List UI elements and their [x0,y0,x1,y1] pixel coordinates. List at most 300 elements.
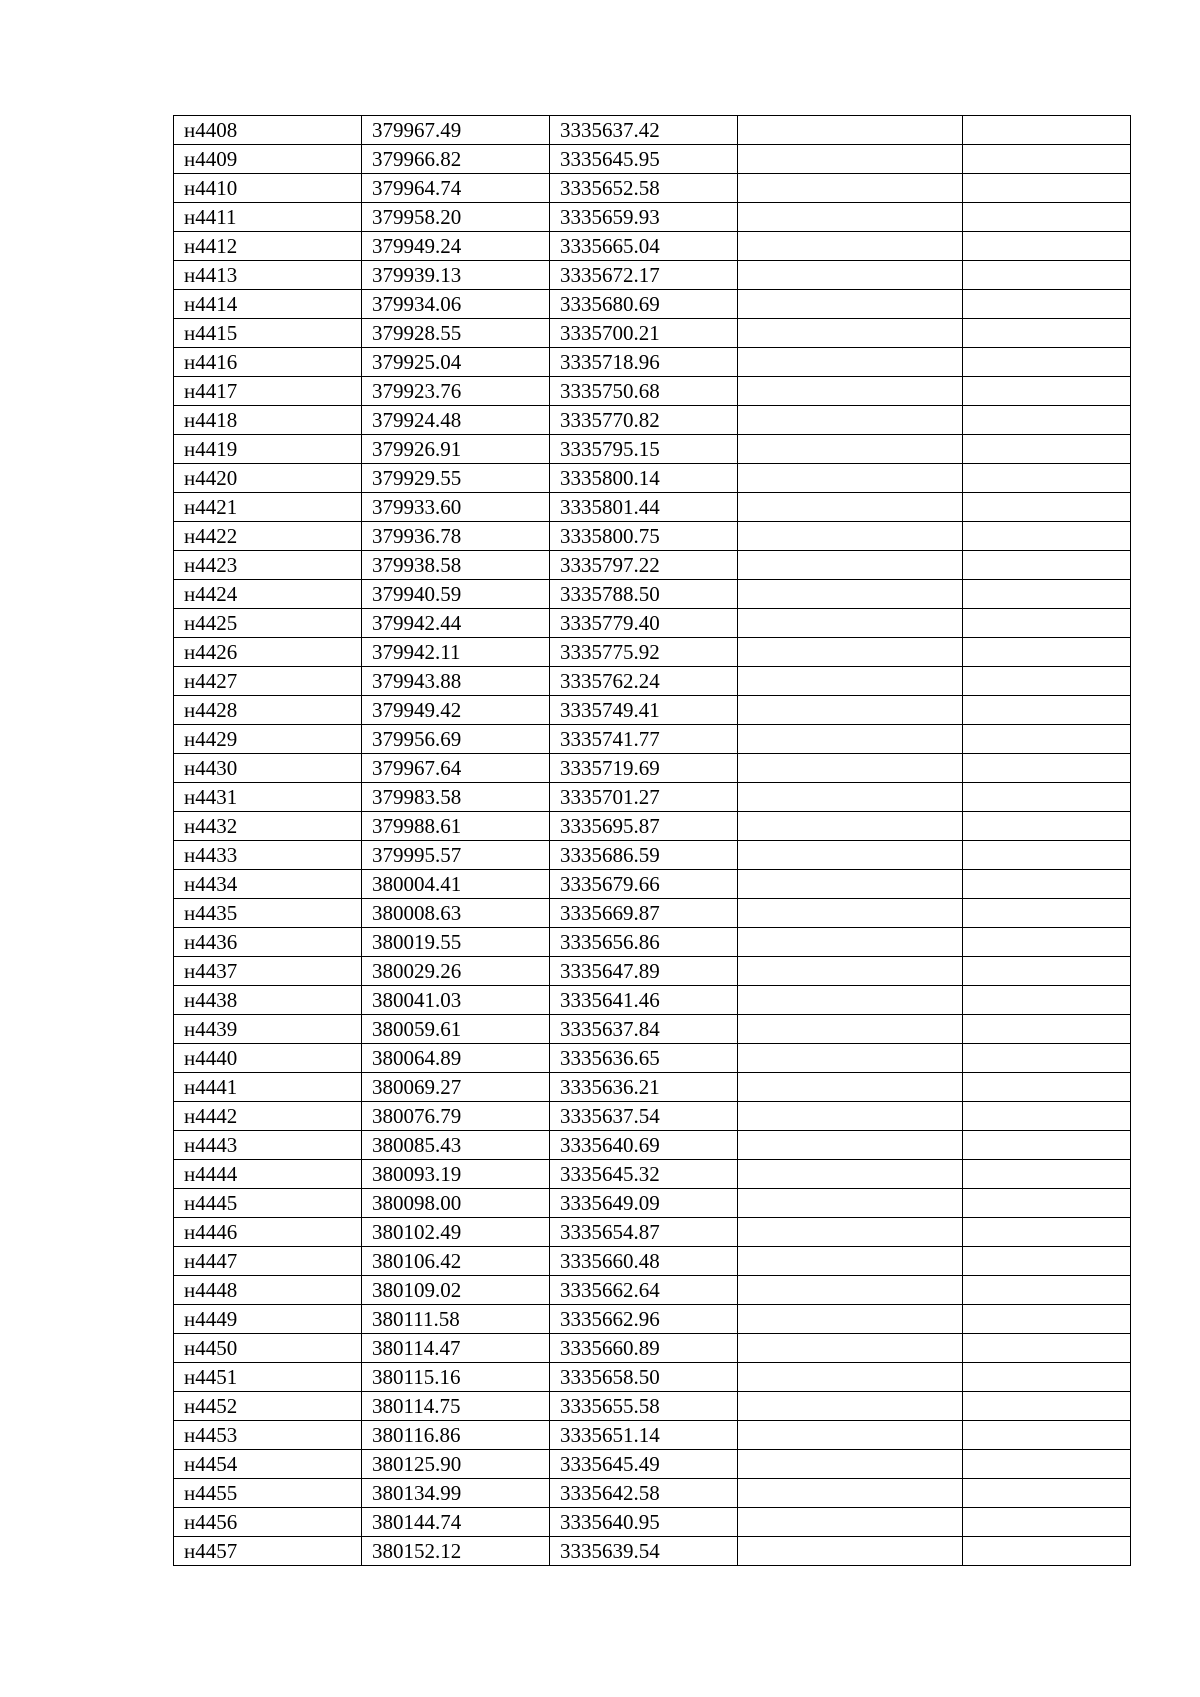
empty-cell [963,1508,1131,1537]
y-coordinate-cell: 3335651.14 [550,1421,738,1450]
y-coordinate-cell: 3335701.27 [550,783,738,812]
x-coordinate-cell: 379940.59 [362,580,550,609]
empty-cell [738,493,963,522]
empty-cell [738,1247,963,1276]
empty-cell [738,1537,963,1566]
empty-cell [738,348,963,377]
y-coordinate-cell: 3335640.69 [550,1131,738,1160]
empty-cell [963,1131,1131,1160]
table-row [174,1334,1131,1363]
empty-cell [963,696,1131,725]
empty-cell [738,1218,963,1247]
x-coordinate-cell: 380134.99 [362,1479,550,1508]
point-id-cell: н4432 [174,812,362,841]
empty-cell [963,841,1131,870]
x-coordinate-cell: 380064.89 [362,1044,550,1073]
table-row [174,1276,1131,1305]
table-row [174,522,1131,551]
empty-cell [738,812,963,841]
table-row [174,1160,1131,1189]
y-coordinate-cell: 3335695.87 [550,812,738,841]
table-row [174,609,1131,638]
empty-cell [963,319,1131,348]
y-coordinate-cell: 3335795.15 [550,435,738,464]
x-coordinate-cell: 379942.44 [362,609,550,638]
y-coordinate-cell: 3335770.82 [550,406,738,435]
table-row [174,493,1131,522]
point-id-cell: н4450 [174,1334,362,1363]
empty-cell [963,1392,1131,1421]
empty-cell [738,232,963,261]
table-row [174,667,1131,696]
point-id-cell: н4440 [174,1044,362,1073]
x-coordinate-cell: 380116.86 [362,1421,550,1450]
empty-cell [738,667,963,696]
x-coordinate-cell: 379967.49 [362,116,550,145]
empty-cell [738,580,963,609]
empty-cell [738,1305,963,1334]
x-coordinate-cell: 379949.24 [362,232,550,261]
x-coordinate-cell: 379939.13 [362,261,550,290]
y-coordinate-cell: 3335749.41 [550,696,738,725]
point-id-cell: н4435 [174,899,362,928]
point-id-cell: н4456 [174,1508,362,1537]
table-row [174,290,1131,319]
point-id-cell: н4455 [174,1479,362,1508]
table-row [174,551,1131,580]
point-id-cell: н4449 [174,1305,362,1334]
empty-cell [738,841,963,870]
empty-cell [738,551,963,580]
x-coordinate-cell: 380041.03 [362,986,550,1015]
empty-cell [738,1073,963,1102]
y-coordinate-cell: 3335645.49 [550,1450,738,1479]
empty-cell [963,1537,1131,1566]
empty-cell [963,464,1131,493]
x-coordinate-cell: 380076.79 [362,1102,550,1131]
x-coordinate-cell: 380004.41 [362,870,550,899]
table-row [174,1044,1131,1073]
point-id-cell: н4434 [174,870,362,899]
y-coordinate-cell: 3335679.66 [550,870,738,899]
empty-cell [963,1189,1131,1218]
point-id-cell: н4412 [174,232,362,261]
point-id-cell: н4419 [174,435,362,464]
point-id-cell: н4433 [174,841,362,870]
y-coordinate-cell: 3335652.58 [550,174,738,203]
x-coordinate-cell: 380152.12 [362,1537,550,1566]
empty-cell [963,1479,1131,1508]
x-coordinate-cell: 380144.74 [362,1508,550,1537]
x-coordinate-cell: 380102.49 [362,1218,550,1247]
x-coordinate-cell: 379943.88 [362,667,550,696]
empty-cell [963,551,1131,580]
empty-cell [963,145,1131,174]
y-coordinate-cell: 3335669.87 [550,899,738,928]
empty-cell [963,1276,1131,1305]
table-row [174,232,1131,261]
table-row [174,1508,1131,1537]
x-coordinate-cell: 379925.04 [362,348,550,377]
x-coordinate-cell: 380125.90 [362,1450,550,1479]
empty-cell [963,957,1131,986]
table-row [174,725,1131,754]
empty-cell [738,261,963,290]
table-row [174,899,1131,928]
x-coordinate-cell: 380029.26 [362,957,550,986]
table-row [174,638,1131,667]
empty-cell [963,1305,1131,1334]
empty-cell [738,1015,963,1044]
x-coordinate-cell: 380093.19 [362,1160,550,1189]
point-id-cell: н4446 [174,1218,362,1247]
empty-cell [963,1073,1131,1102]
empty-cell [963,203,1131,232]
point-id-cell: н4414 [174,290,362,319]
empty-cell [963,986,1131,1015]
x-coordinate-cell: 380085.43 [362,1131,550,1160]
x-coordinate-cell: 379923.76 [362,377,550,406]
empty-cell [738,1189,963,1218]
point-id-cell: н4441 [174,1073,362,1102]
empty-cell [963,667,1131,696]
empty-cell [963,348,1131,377]
point-id-cell: н4457 [174,1537,362,1566]
table-row [174,754,1131,783]
empty-cell [963,1363,1131,1392]
y-coordinate-cell: 3335647.89 [550,957,738,986]
y-coordinate-cell: 3335645.32 [550,1160,738,1189]
empty-cell [963,1044,1131,1073]
table-row [174,261,1131,290]
point-id-cell: н4447 [174,1247,362,1276]
y-coordinate-cell: 3335640.95 [550,1508,738,1537]
x-coordinate-cell: 379929.55 [362,464,550,493]
empty-cell [738,319,963,348]
table-row [174,1450,1131,1479]
empty-cell [963,174,1131,203]
x-coordinate-cell: 379938.58 [362,551,550,580]
point-id-cell: н4427 [174,667,362,696]
x-coordinate-cell: 380059.61 [362,1015,550,1044]
table-row [174,145,1131,174]
point-id-cell: н4451 [174,1363,362,1392]
empty-cell [963,1015,1131,1044]
empty-cell [738,928,963,957]
empty-cell [738,638,963,667]
coordinates-table-body [174,116,1131,1566]
y-coordinate-cell: 3335800.14 [550,464,738,493]
empty-cell [963,580,1131,609]
y-coordinate-cell: 3335800.75 [550,522,738,551]
table-row [174,1131,1131,1160]
y-coordinate-cell: 3335637.42 [550,116,738,145]
y-coordinate-cell: 3335660.89 [550,1334,738,1363]
table-row [174,1015,1131,1044]
table-row [174,174,1131,203]
table-row [174,203,1131,232]
y-coordinate-cell: 3335801.44 [550,493,738,522]
point-id-cell: н4431 [174,783,362,812]
y-coordinate-cell: 3335700.21 [550,319,738,348]
point-id-cell: н4416 [174,348,362,377]
point-id-cell: н4422 [174,522,362,551]
table-row [174,1421,1131,1450]
empty-cell [738,696,963,725]
y-coordinate-cell: 3335797.22 [550,551,738,580]
x-coordinate-cell: 380114.47 [362,1334,550,1363]
y-coordinate-cell: 3335659.93 [550,203,738,232]
point-id-cell: н4445 [174,1189,362,1218]
empty-cell [963,1334,1131,1363]
y-coordinate-cell: 3335719.69 [550,754,738,783]
y-coordinate-cell: 3335788.50 [550,580,738,609]
empty-cell [963,1450,1131,1479]
table-row [174,1102,1131,1131]
table-row [174,116,1131,145]
table-row [174,319,1131,348]
table-row [174,1479,1131,1508]
point-id-cell: н4454 [174,1450,362,1479]
empty-cell [963,754,1131,783]
point-id-cell: н4410 [174,174,362,203]
y-coordinate-cell: 3335662.96 [550,1305,738,1334]
y-coordinate-cell: 3335660.48 [550,1247,738,1276]
x-coordinate-cell: 379928.55 [362,319,550,348]
y-coordinate-cell: 3335637.54 [550,1102,738,1131]
x-coordinate-cell: 380106.42 [362,1247,550,1276]
empty-cell [963,493,1131,522]
empty-cell [963,783,1131,812]
empty-cell [738,957,963,986]
empty-cell [738,116,963,145]
empty-cell [738,174,963,203]
empty-cell [738,435,963,464]
x-coordinate-cell: 379995.57 [362,841,550,870]
empty-cell [738,725,963,754]
y-coordinate-cell: 3335779.40 [550,609,738,638]
empty-cell [738,377,963,406]
x-coordinate-cell: 380111.58 [362,1305,550,1334]
empty-cell [738,464,963,493]
x-coordinate-cell: 379964.74 [362,174,550,203]
point-id-cell: н4437 [174,957,362,986]
empty-cell [963,928,1131,957]
empty-cell [963,899,1131,928]
point-id-cell: н4423 [174,551,362,580]
x-coordinate-cell: 380109.02 [362,1276,550,1305]
point-id-cell: н4409 [174,145,362,174]
point-id-cell: н4415 [174,319,362,348]
empty-cell [738,1363,963,1392]
point-id-cell: н4438 [174,986,362,1015]
table-row [174,1218,1131,1247]
y-coordinate-cell: 3335642.58 [550,1479,738,1508]
empty-cell [738,522,963,551]
y-coordinate-cell: 3335680.69 [550,290,738,319]
point-id-cell: н4439 [174,1015,362,1044]
y-coordinate-cell: 3335636.21 [550,1073,738,1102]
empty-cell [738,1131,963,1160]
table-row [174,696,1131,725]
empty-cell [738,1102,963,1131]
x-coordinate-cell: 379949.42 [362,696,550,725]
point-id-cell: н4442 [174,1102,362,1131]
x-coordinate-cell: 379933.60 [362,493,550,522]
y-coordinate-cell: 3335762.24 [550,667,738,696]
table-row [174,1073,1131,1102]
table-row [174,580,1131,609]
empty-cell [963,725,1131,754]
table-row [174,812,1131,841]
x-coordinate-cell: 380008.63 [362,899,550,928]
point-id-cell: н4408 [174,116,362,145]
x-coordinate-cell: 379983.58 [362,783,550,812]
x-coordinate-cell: 380019.55 [362,928,550,957]
x-coordinate-cell: 380069.27 [362,1073,550,1102]
point-id-cell: н4425 [174,609,362,638]
y-coordinate-cell: 3335656.86 [550,928,738,957]
y-coordinate-cell: 3335639.54 [550,1537,738,1566]
empty-cell [738,1044,963,1073]
y-coordinate-cell: 3335636.65 [550,1044,738,1073]
y-coordinate-cell: 3335637.84 [550,1015,738,1044]
x-coordinate-cell: 380098.00 [362,1189,550,1218]
empty-cell [963,406,1131,435]
x-coordinate-cell: 379924.48 [362,406,550,435]
empty-cell [738,1334,963,1363]
empty-cell [963,1160,1131,1189]
y-coordinate-cell: 3335665.04 [550,232,738,261]
empty-cell [963,609,1131,638]
coordinates-table [173,115,1131,1566]
empty-cell [738,899,963,928]
table-row [174,783,1131,812]
y-coordinate-cell: 3335641.46 [550,986,738,1015]
empty-cell [963,377,1131,406]
empty-cell [738,1479,963,1508]
empty-cell [963,116,1131,145]
point-id-cell: н4411 [174,203,362,232]
empty-cell [963,870,1131,899]
empty-cell [738,1508,963,1537]
point-id-cell: н4448 [174,1276,362,1305]
point-id-cell: н4453 [174,1421,362,1450]
table-row [174,1247,1131,1276]
table-row [174,986,1131,1015]
x-coordinate-cell: 379967.64 [362,754,550,783]
x-coordinate-cell: 379958.20 [362,203,550,232]
empty-cell [738,1276,963,1305]
point-id-cell: н4443 [174,1131,362,1160]
x-coordinate-cell: 379934.06 [362,290,550,319]
empty-cell [738,783,963,812]
x-coordinate-cell: 380115.16 [362,1363,550,1392]
x-coordinate-cell: 379926.91 [362,435,550,464]
y-coordinate-cell: 3335645.95 [550,145,738,174]
point-id-cell: н4417 [174,377,362,406]
empty-cell [738,1392,963,1421]
point-id-cell: н4444 [174,1160,362,1189]
empty-cell [738,986,963,1015]
point-id-cell: н4436 [174,928,362,957]
x-coordinate-cell: 379956.69 [362,725,550,754]
empty-cell [963,435,1131,464]
table-row [174,928,1131,957]
table-row [174,435,1131,464]
empty-cell [738,290,963,319]
y-coordinate-cell: 3335672.17 [550,261,738,290]
empty-cell [738,1160,963,1189]
empty-cell [738,406,963,435]
table-row [174,464,1131,493]
point-id-cell: н4452 [174,1392,362,1421]
table-row [174,841,1131,870]
empty-cell [963,261,1131,290]
table-row [174,348,1131,377]
y-coordinate-cell: 3335741.77 [550,725,738,754]
empty-cell [963,1102,1131,1131]
table-row [174,1392,1131,1421]
point-id-cell: н4424 [174,580,362,609]
empty-cell [738,609,963,638]
empty-cell [963,290,1131,319]
table-row [174,870,1131,899]
empty-cell [738,203,963,232]
empty-cell [738,870,963,899]
table-row [174,406,1131,435]
table-row [174,377,1131,406]
point-id-cell: н4429 [174,725,362,754]
point-id-cell: н4421 [174,493,362,522]
table-row [174,1537,1131,1566]
y-coordinate-cell: 3335718.96 [550,348,738,377]
y-coordinate-cell: 3335775.92 [550,638,738,667]
empty-cell [963,638,1131,667]
point-id-cell: н4420 [174,464,362,493]
empty-cell [738,145,963,174]
point-id-cell: н4428 [174,696,362,725]
empty-cell [738,754,963,783]
empty-cell [963,1247,1131,1276]
x-coordinate-cell: 380114.75 [362,1392,550,1421]
y-coordinate-cell: 3335654.87 [550,1218,738,1247]
point-id-cell: н4413 [174,261,362,290]
y-coordinate-cell: 3335649.09 [550,1189,738,1218]
table-row [174,1189,1131,1218]
empty-cell [963,812,1131,841]
y-coordinate-cell: 3335658.50 [550,1363,738,1392]
point-id-cell: н4430 [174,754,362,783]
table-row [174,957,1131,986]
empty-cell [963,232,1131,261]
point-id-cell: н4418 [174,406,362,435]
x-coordinate-cell: 379936.78 [362,522,550,551]
y-coordinate-cell: 3335750.68 [550,377,738,406]
empty-cell [738,1421,963,1450]
table-row [174,1363,1131,1392]
x-coordinate-cell: 379966.82 [362,145,550,174]
y-coordinate-cell: 3335686.59 [550,841,738,870]
x-coordinate-cell: 379942.11 [362,638,550,667]
y-coordinate-cell: 3335662.64 [550,1276,738,1305]
point-id-cell: н4426 [174,638,362,667]
empty-cell [738,1450,963,1479]
empty-cell [963,522,1131,551]
y-coordinate-cell: 3335655.58 [550,1392,738,1421]
empty-cell [963,1421,1131,1450]
x-coordinate-cell: 379988.61 [362,812,550,841]
